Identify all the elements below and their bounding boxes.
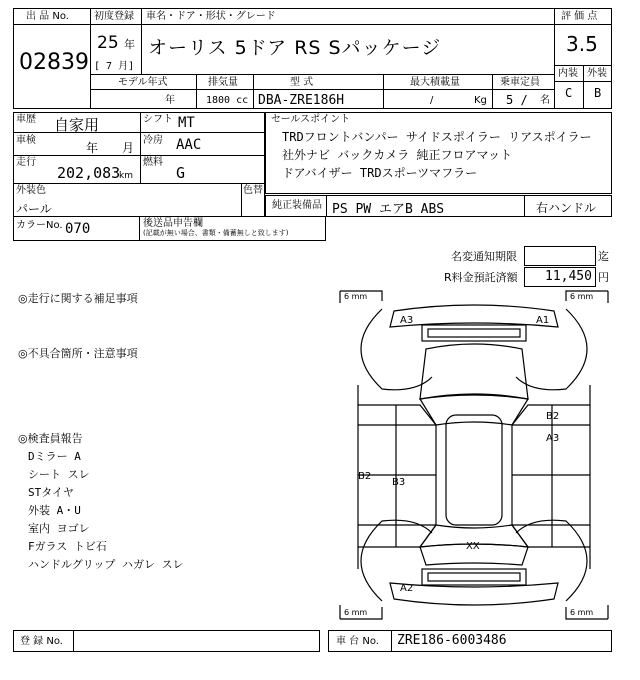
first-registration-month: [ 7 月] xyxy=(94,61,135,72)
color-number: 070 xyxy=(65,221,91,237)
ac-label: 冷房 xyxy=(143,135,163,146)
damage-mark: A3 xyxy=(546,433,560,444)
history: 自家用 xyxy=(54,116,100,134)
damage-mark: B3 xyxy=(392,477,406,488)
specs-sep-3 xyxy=(383,74,384,109)
lot-number-label: 出 品 No. xyxy=(26,11,69,22)
grade-col-divider xyxy=(583,65,584,109)
equipment-items: PS PW エアB ABS xyxy=(332,202,445,217)
inspector-line: Fガラス トビ石 xyxy=(28,540,107,553)
chassis-number: ZRE186-6003486 xyxy=(397,633,507,648)
damage-mark: B2 xyxy=(358,471,372,482)
fuel: G xyxy=(176,164,186,182)
car-damage-diagram xyxy=(336,289,612,621)
damage-mark: B2 xyxy=(546,411,560,422)
tire-depth-label: 6 mm xyxy=(570,292,594,301)
defects-notes-label: ◎不具合箇所・注意事項 xyxy=(18,347,138,360)
capacity: 5 / xyxy=(506,93,528,107)
fuel-label: 燃料 xyxy=(143,157,163,168)
mileage: 202,083 xyxy=(57,164,121,182)
tire-depth-label: 6 mm xyxy=(570,608,594,617)
tire-depth-label: 6 mm xyxy=(344,292,368,301)
sales-points-label: セールスポイント xyxy=(271,114,351,125)
max-load-label: 最大積載量 xyxy=(410,77,460,88)
damage-mark: A3 xyxy=(400,315,414,326)
first-registration-label: 初度登録 xyxy=(94,11,134,22)
inspector-report-label: ◎検査員報告 xyxy=(18,432,83,445)
inspector-line: 室内 ヨゴレ xyxy=(28,522,90,535)
color-change-sep xyxy=(241,183,242,217)
car-name: オーリス 5ドア RS Sパッケージ xyxy=(148,37,442,59)
damage-mark: A2 xyxy=(400,583,414,594)
car-name-label: 車名・ドア・形状・グレード xyxy=(146,11,276,22)
displacement-label: 排気量 xyxy=(208,77,238,88)
exterior-grade: B xyxy=(594,86,602,100)
registration-number-label: 登 録 No. xyxy=(20,636,63,647)
specs-sep-1 xyxy=(196,74,197,109)
capacity-label: 乗車定員 xyxy=(500,77,540,88)
recycle-fee-label: R料金預託済額 xyxy=(444,271,518,284)
lot-number: 02839 xyxy=(19,50,89,75)
details-line-2 xyxy=(13,155,265,156)
equipment-sep-1 xyxy=(326,195,327,217)
mileage-unit: km xyxy=(119,171,133,181)
equipment-sep-2 xyxy=(524,195,525,217)
chassis-number-label: 車 台 No. xyxy=(336,636,379,647)
inspection-month: 月 xyxy=(122,141,135,155)
shift: MT xyxy=(178,115,195,131)
inspection-year: 年 xyxy=(86,141,99,155)
sales-point-line: TRDフロントバンパー サイドスポイラー リアスポイラー xyxy=(282,130,592,144)
capacity-unit: 名 xyxy=(540,95,550,106)
name-change-deadline-unit: 迄 xyxy=(598,250,609,263)
color-change-label: 色替 xyxy=(243,185,263,196)
shift-label: シフト xyxy=(143,114,173,125)
specs-sep-4 xyxy=(492,74,493,109)
aftermarket-label: 後送品申告欄 xyxy=(143,218,203,229)
details-line-1 xyxy=(13,132,265,133)
name-change-deadline-box xyxy=(524,246,596,266)
sales-point-line: ドアバイザー TRDスポーツマフラー xyxy=(282,166,478,180)
type: DBA-ZRE186H xyxy=(258,93,345,108)
chassis-number-sep xyxy=(391,630,392,652)
inspector-line: 外装 A・U xyxy=(28,504,81,517)
inspector-line: Dミラー A xyxy=(28,450,81,463)
model-year-unit: 年 xyxy=(165,95,175,106)
model-year-label: モデル年式 xyxy=(118,77,168,88)
inspector-line: シート スレ xyxy=(28,468,90,481)
first-registration-year: 25 xyxy=(97,33,119,53)
type-label: 型 式 xyxy=(290,77,314,88)
registration-number-sep xyxy=(73,630,74,652)
mileage-label: 走行 xyxy=(16,157,36,168)
recycle-fee: 11,450 xyxy=(545,269,592,284)
color-label: 外装色 xyxy=(16,185,46,196)
aftermarket-note: (記載が無い場合、書類・備蓄無しと致します) xyxy=(143,229,289,237)
name-change-deadline-label: 名変通知期限 xyxy=(451,250,517,263)
exterior-grade-label: 外装 xyxy=(587,68,607,79)
details-vsep xyxy=(140,112,141,184)
equipment-label: 純正装備品 xyxy=(272,200,322,211)
driving-notes-label: ◎走行に関する補足事項 xyxy=(18,292,138,305)
specs-label-line xyxy=(90,89,555,90)
color: パール xyxy=(16,202,52,216)
first-registration-year-unit: 年 xyxy=(124,38,135,51)
inspector-line: STタイヤ xyxy=(28,486,75,499)
inspection-label: 車検 xyxy=(16,135,36,146)
steering: 右ハンドル xyxy=(536,201,597,215)
interior-grade-label: 内装 xyxy=(558,68,578,79)
max-load-unit: Kg xyxy=(474,95,487,106)
color-number-label: カラーNo. xyxy=(16,220,63,231)
recycle-fee-unit: 円 xyxy=(598,271,609,284)
sales-point-line: 社外ナビ バックカメラ 純正フロアマット xyxy=(282,148,512,162)
tire-depth-label: 6 mm xyxy=(344,608,368,617)
damage-mark: A1 xyxy=(536,315,550,326)
damage-mark: XX xyxy=(466,541,480,552)
ac: AAC xyxy=(176,137,202,153)
details-block xyxy=(13,112,265,184)
history-label: 車歴 xyxy=(16,114,36,125)
inspector-line: ハンドルグリップ ハガレ スレ xyxy=(28,558,184,571)
grade-label-row xyxy=(554,81,612,82)
max-load-slash: / xyxy=(430,95,434,106)
displacement: 1800 cc xyxy=(206,95,249,106)
score-label: 評 価 点 xyxy=(561,11,598,22)
interior-grade: C xyxy=(565,86,573,100)
specs-sep-2 xyxy=(253,74,254,109)
score: 3.5 xyxy=(566,32,598,56)
